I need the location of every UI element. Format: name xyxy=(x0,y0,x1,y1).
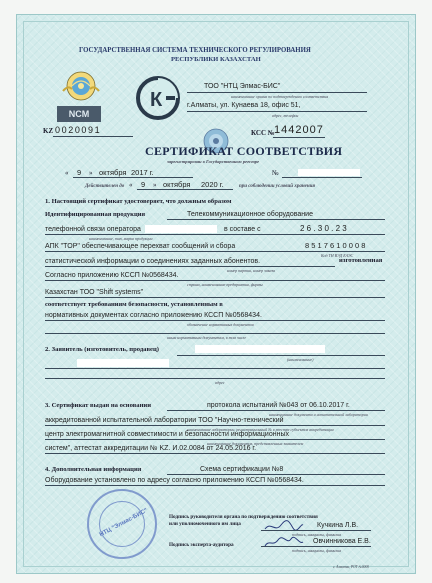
section-4-text-2: Оборудование установлено по адресу согласно приложению КССП №0568434. xyxy=(45,477,304,484)
section-1-caption-5: обозначение нормативных документов xyxy=(187,322,254,327)
section-1-caption-4: страна, наименование предприятия, фирмы xyxy=(187,282,263,287)
valid-quote-open: « xyxy=(129,181,133,189)
organization-address-caption: адрес, телефон xyxy=(272,113,299,118)
signature-2-name: Овчинникова Е.В. xyxy=(313,538,371,545)
kz-prefix: KZ xyxy=(43,127,54,135)
section-1-heading: 1. Настоящий сертификат удостоверяет, что должным образом xyxy=(45,198,232,205)
valid-month: октября xyxy=(163,180,191,189)
certification-mark-icon xyxy=(135,75,181,121)
valid-until-label: Действителен до xyxy=(85,184,125,189)
section-2-caption-2: адрес xyxy=(215,380,225,385)
reg-day: 9 xyxy=(77,168,82,177)
signature-1-caption: подпись, инициалы, фамилия xyxy=(292,532,341,537)
header-line-1: ГОСУДАРСТВЕННАЯ СИСТЕМА ТЕХНИЧЕСКОГО РЕГУЛИРОВАНИЯ xyxy=(79,47,311,54)
organization-name: ТОО "НТЦ Элмас-БИС" xyxy=(204,83,281,90)
section-1-text-3: статистической информации о соединениях заданных абонентов. xyxy=(45,258,261,265)
section-2-caption-1: (наименование) xyxy=(287,357,314,362)
certificate-title: СЕРТИФИКАТ СООТВЕТСТВИЯ xyxy=(145,144,343,158)
signature-1-label-2: или уполномоченного им лица xyxy=(169,521,241,527)
section-3-text-1: протокола испытаний №043 от 06.10.2017 г. xyxy=(207,402,350,409)
section-1-compliance: соответствует требованиям безопасности, установленным в xyxy=(45,301,223,308)
official-stamp xyxy=(87,489,157,559)
section-3-caption-1: наименование документа и испытательной лаборатории xyxy=(269,412,368,417)
section-1-text-1: телефонной связи оператора xyxy=(45,226,141,233)
section-3-caption-2: наименование лаборатории, регистрационный № в реестре субъектов аккредитации xyxy=(187,427,334,432)
reg-date-quote-close: » xyxy=(89,169,93,177)
signature-1-name: Кучкина Л.В. xyxy=(317,522,359,529)
redacted-operator xyxy=(145,225,217,233)
section-1-code-2: 8 5 1 7 6 1 0 0 0 8 xyxy=(305,241,366,250)
reg-month: октября xyxy=(99,168,127,177)
section-1-text-2: АПК "TOP" обеспечивающее перехват сообщений и сбора xyxy=(45,243,236,250)
valid-day: 9 xyxy=(141,180,146,189)
svg-text:К: К xyxy=(150,89,163,111)
section-3-text-3: центр электромагнитной совместимости и безопасности информационных xyxy=(45,431,289,438)
organization-name-caption: наименование органа по подтверждению соответствия xyxy=(231,94,329,99)
section-4-text-1: Схема сертификации №8 xyxy=(200,466,284,473)
footer-note: г. Алматы, РОТ №0000 xyxy=(333,565,370,569)
redacted-applicant-line-2 xyxy=(77,359,169,367)
signature-1-label: Подпись руководителя органа по подтверждению соответствия xyxy=(169,514,318,520)
header-line-2: РЕСПУБЛИКИ КАЗАХСТАН xyxy=(171,56,261,63)
valid-quote-close: » xyxy=(153,181,157,189)
official-stamp-text: НТЦ "Элмас-БИС" xyxy=(98,507,149,539)
reg-no-label: № xyxy=(272,169,279,177)
state-emblem-icon xyxy=(60,67,102,105)
certificate-subtitle: зарегистрирован в Государственном реестре xyxy=(167,159,260,164)
section-3-caption-3: наименование документов, представленных заявителем xyxy=(207,441,304,446)
signature-2-caption: подпись, инициалы, фамилия xyxy=(292,548,341,553)
section-4-heading: 4. Дополнительная информация xyxy=(45,466,142,473)
reg-year: 2017 г. xyxy=(131,168,154,177)
kz-number: 0020091 xyxy=(55,125,102,135)
section-2-heading: 2. Заявитель (изготовитель, продавец) xyxy=(45,346,159,353)
section-1-caption-6: иным нормативным документам, в том числе xyxy=(167,335,247,340)
kss-label: КСС № xyxy=(251,129,275,137)
section-1-in-set: в составе с xyxy=(224,226,261,233)
section-1-normative: нормативных документах согласно приложению КССП №0568434. xyxy=(45,312,262,319)
section-3-text-4: систем", аттестат аккредитации № KZ. И.02.0084 от 24.05.2016 г. xyxy=(45,445,257,452)
kss-number: 1442007 xyxy=(274,124,324,136)
section-1-text-4: Согласно приложению КССП №0568434. xyxy=(45,272,179,279)
reg-date-quote-open: « xyxy=(65,169,69,177)
organization-address: г.Алматы, ул. Кунаева 18, офис 51, xyxy=(187,102,301,109)
section-3-text-2: аккредитованной испытательной лаборатории ТОО "Научно-технический xyxy=(45,417,284,424)
redacted-reg-number xyxy=(298,169,360,176)
certificate-page xyxy=(16,14,416,574)
section-1-text-5: Казахстан ТОО "Shift systems" xyxy=(45,289,144,296)
section-1-product: Телекоммуникационное оборудование xyxy=(187,211,313,218)
section-1-code-1: 2 6 . 3 0 . 2 3 xyxy=(300,224,347,233)
section-1-caption-3: номер партии, номер заказа xyxy=(227,268,276,273)
redacted-applicant-name xyxy=(195,345,325,353)
signature-2-label: Подпись эксперта-аудитора xyxy=(169,542,234,548)
section-1-caption-2: Код ТН ВЭД ЕАЭС xyxy=(321,253,354,258)
section-3-heading: 3. Сертификат выдан на основании xyxy=(45,402,151,409)
section-1-caption-1: наименование, тип, марка продукции xyxy=(89,236,153,241)
section-1-ident-label: Идентифицированная продукция xyxy=(45,211,146,218)
valid-year: 2020 г. xyxy=(201,180,224,189)
section-1-manufactured: изготовленная xyxy=(339,257,383,264)
valid-suffix: при соблюдении условий хранения xyxy=(239,184,315,189)
accreditation-logo: NCM xyxy=(57,106,101,122)
